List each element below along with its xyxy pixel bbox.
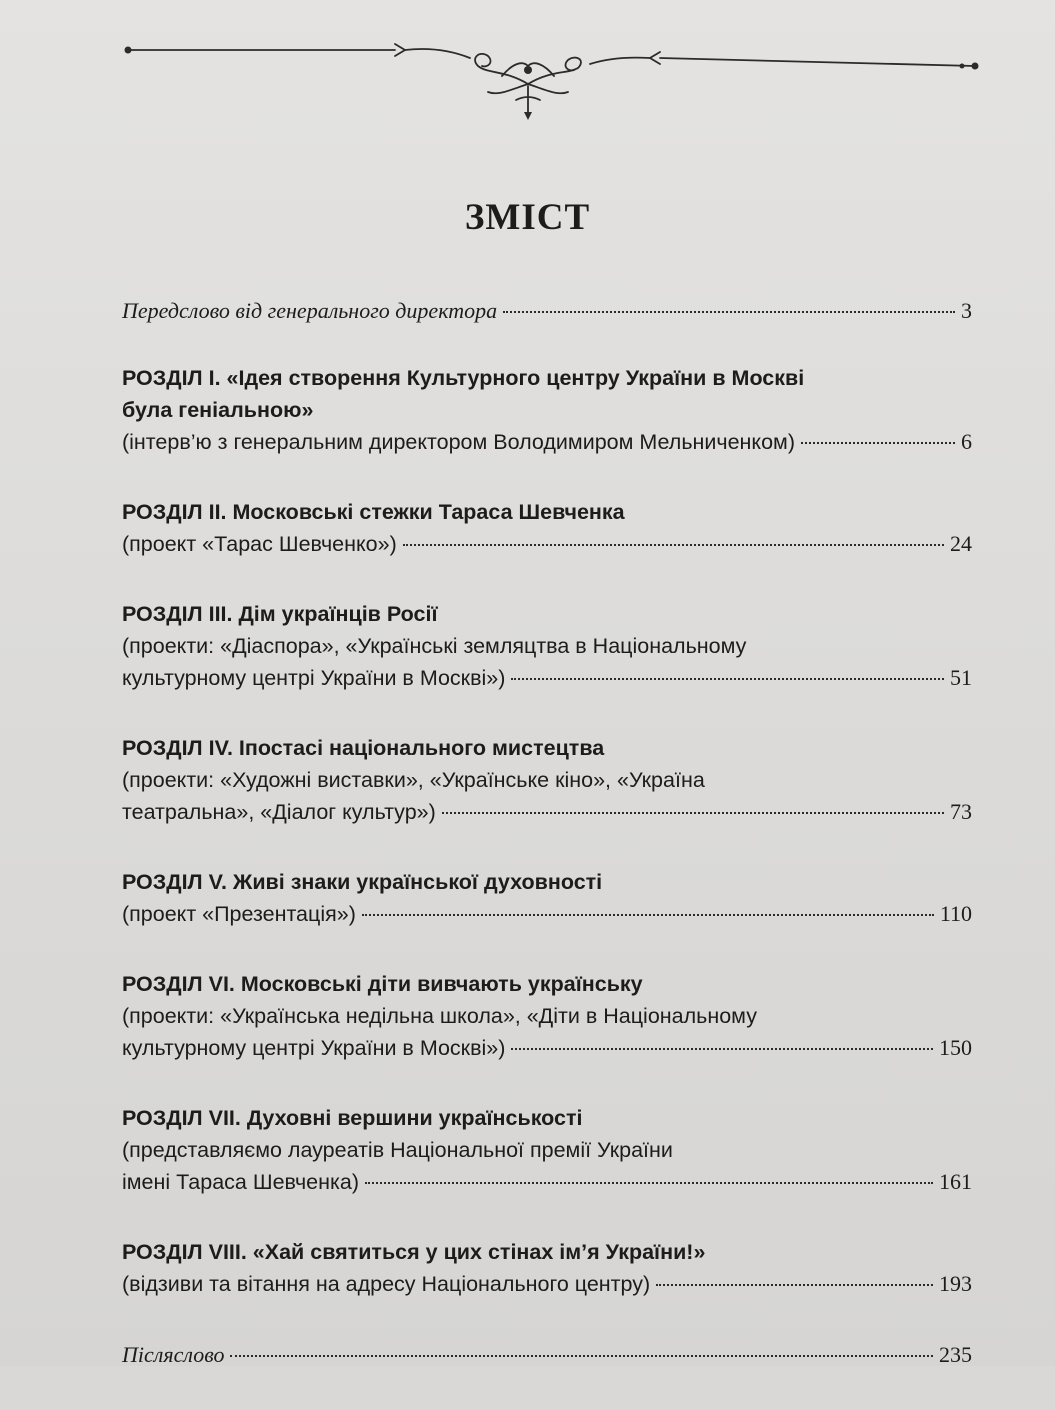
toc-entry — [122, 362, 972, 458]
toc-entry — [122, 496, 972, 560]
entry-text: культурному центрі України в Москві») — [122, 1036, 506, 1060]
leader-line — [122, 1338, 972, 1372]
entry-text: (проект «Тарас Шевченко») — [122, 532, 397, 556]
leader-line — [122, 1268, 972, 1300]
chapter-heading: РОЗДІЛ VII. Духовні вершини українськості — [122, 1106, 583, 1130]
chapter-heading: РОЗДІЛ І. «Ідея створення Культурного центру України в Москві — [122, 366, 805, 390]
leader-line — [122, 426, 972, 458]
dot-leader — [511, 678, 944, 680]
page-number: 24 — [950, 531, 972, 556]
dot-leader — [362, 914, 934, 916]
toc-entry — [122, 866, 972, 930]
chapter-heading: РОЗДІЛ ІІ. Московські стежки Тараса Шевченка — [122, 500, 625, 524]
table-of-contents — [122, 294, 972, 1410]
chapter-heading: була геніальною» — [122, 398, 314, 422]
entry-text: культурному центрі України в Москві») — [122, 666, 506, 690]
toc-entry — [122, 732, 972, 828]
chapter-heading: РОЗДІЛ VI. Московські діти вивчають українську — [122, 972, 643, 996]
toc-entry — [122, 1102, 972, 1198]
chapter-heading: РОЗДІЛ V. Живі знаки української духовності — [122, 870, 603, 894]
page-number: 51 — [950, 665, 972, 690]
dot-leader — [230, 1355, 933, 1357]
entry-description: (проекти: «Українська недільна школа», «Діти в Національному — [122, 1004, 757, 1028]
entry-text: Передслово від генерального директора — [122, 298, 498, 323]
ornament-divider-icon — [0, 0, 1055, 160]
entry-text: театральна», «Діалог культур») — [122, 800, 436, 824]
entry-text: (інтерв’ю з генеральним директором Володимиром Мельниченком) — [122, 430, 795, 454]
entry-text: (відзиви та вітання на адресу Національного центру) — [122, 1272, 651, 1296]
chapter-heading: РОЗДІЛ VIII. «Хай святиться у цих стінах ім’я України!» — [122, 1240, 706, 1264]
entry-text: Післяслово — [122, 1342, 225, 1367]
leader-line — [122, 796, 972, 828]
page-number: 193 — [939, 1271, 972, 1296]
dot-leader — [656, 1284, 933, 1286]
entry-text: імені Тараса Шевченка) — [122, 1170, 360, 1194]
page-number: 6 — [961, 429, 972, 454]
page-number: 150 — [939, 1035, 972, 1060]
toc-entry — [122, 598, 972, 694]
page-number: 161 — [939, 1169, 972, 1194]
leader-line — [122, 662, 972, 694]
chapter-heading: РОЗДІЛ ІІІ. Дім українців Росії — [122, 602, 438, 626]
page-number: 3 — [961, 298, 972, 323]
dot-leader — [503, 311, 955, 313]
dot-leader — [403, 544, 944, 546]
page-number: 235 — [939, 1342, 972, 1367]
dot-leader — [801, 442, 955, 444]
entry-description: (проекти: «Художні виставки», «Українське кіно», «Україна — [122, 768, 705, 792]
leader-line — [122, 294, 972, 328]
leader-line — [122, 898, 972, 930]
entry-description: (представляємо лауреатів Національної премії України — [122, 1138, 673, 1162]
toc-entry — [122, 1236, 972, 1300]
leader-line — [122, 528, 972, 560]
chapter-heading: РОЗДІЛ IV. Іпостасі національного мистецтва — [122, 736, 605, 760]
page-number: 110 — [939, 901, 972, 926]
dot-leader — [511, 1048, 933, 1050]
leader-line — [122, 1166, 972, 1198]
dot-leader — [442, 812, 944, 814]
page-number: 73 — [950, 799, 972, 824]
toc-entry — [122, 1338, 972, 1372]
leader-line — [122, 1032, 972, 1064]
toc-title: ЗМІСТ — [464, 197, 591, 238]
toc-entry — [122, 294, 972, 328]
toc-entry — [122, 968, 972, 1064]
entry-description: (проекти: «Діаспора», «Українські земляцтва в Національному — [122, 634, 747, 658]
dot-leader — [365, 1182, 933, 1184]
entry-text: (проект «Презентація») — [122, 902, 356, 926]
